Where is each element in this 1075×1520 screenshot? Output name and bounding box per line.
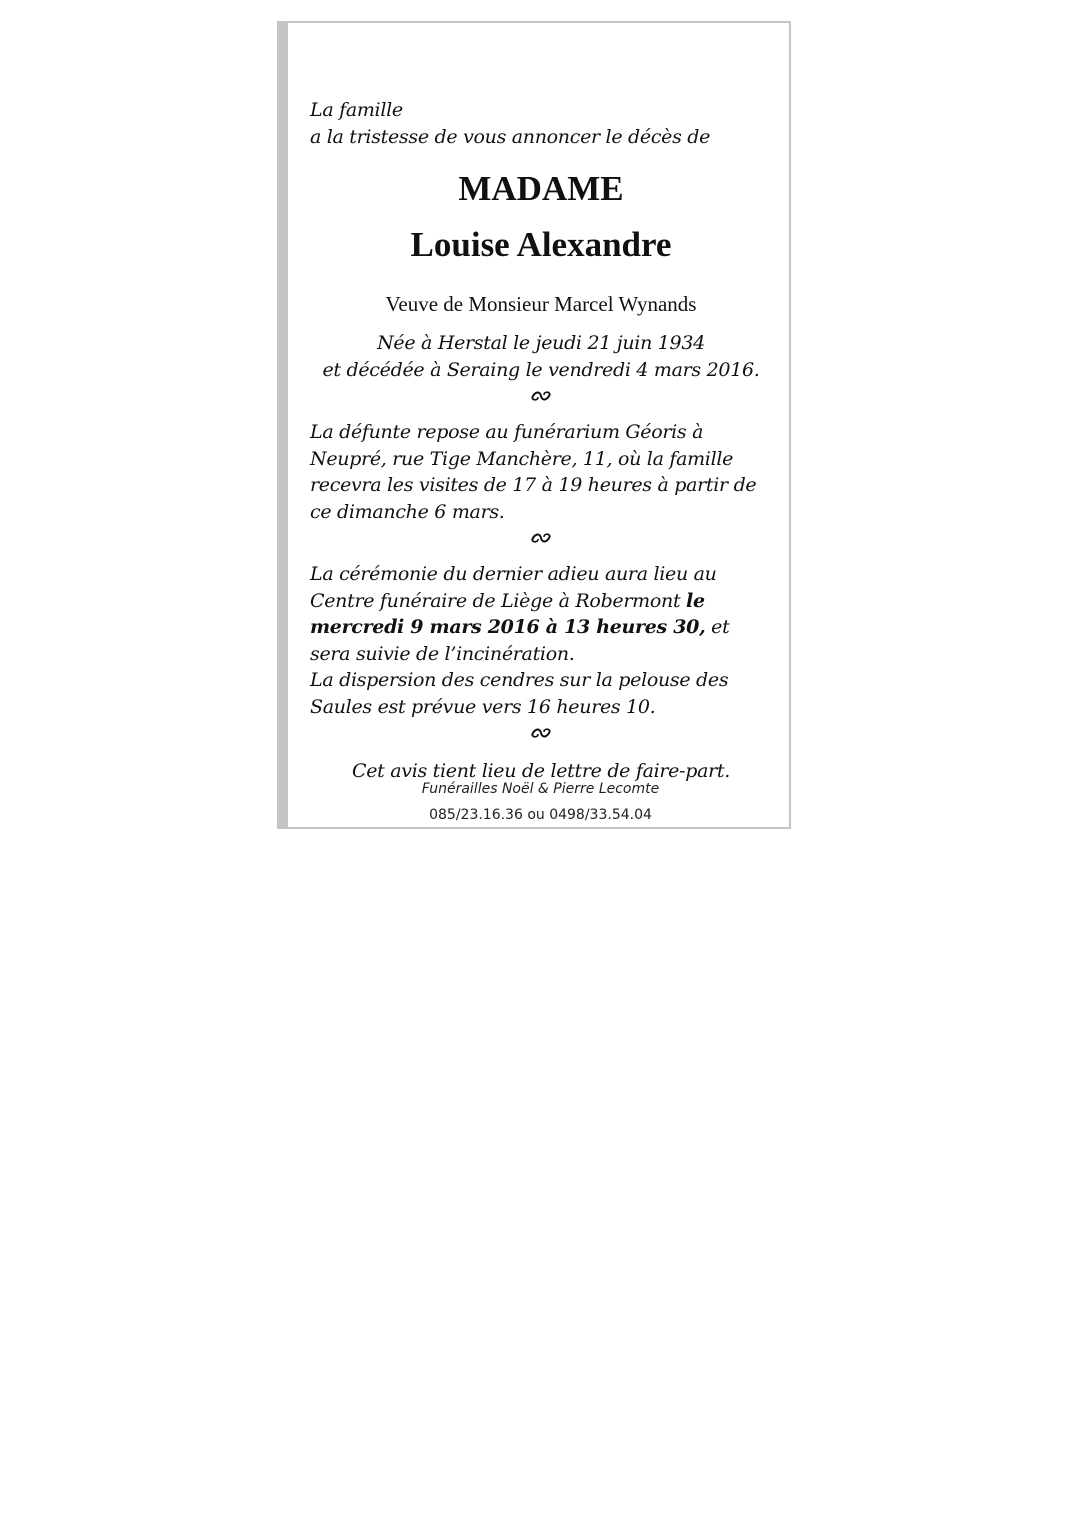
widow-of: Veuve de Monsieur Marcel Wynands bbox=[385, 292, 697, 316]
intro bbox=[310, 97, 772, 150]
deceased-name: Louise Alexandre bbox=[410, 225, 672, 264]
undertaker-phone: 085/23.16.36 ou 0498/33.54.04 bbox=[429, 807, 652, 823]
dispersion-text: La dispersion des cendres sur la pelouse des Saules est prévue vers 16 heures 10. bbox=[310, 669, 729, 718]
card-side-bar bbox=[279, 23, 288, 827]
visitation-text: La défunte repose au funérarium Géoris à Neupré, rue Tige Manchère, 11, où la famille recevra les visites de 17 à 19 heures à partir de ce dimanche 6 mars. bbox=[310, 421, 757, 523]
life-dates bbox=[310, 330, 772, 383]
ornament-icon bbox=[310, 525, 772, 551]
obituary-card bbox=[277, 21, 791, 829]
visitation-block bbox=[310, 419, 772, 525]
ceremony-datetime: le mercredi 9 mars 2016 à 13 heures 30, bbox=[310, 589, 706, 638]
birth-line: Née à Herstal le jeudi 21 juin 1934 bbox=[377, 332, 705, 354]
ornament-icon bbox=[310, 383, 772, 409]
intro-line-announce: a la tristesse de vous annoncer le décès de bbox=[310, 125, 711, 148]
ceremony-block bbox=[310, 561, 772, 720]
ceremony-prefix: La cérémonie du dernier adieu aura lieu au Centre funéraire de Liège à Robermont bbox=[310, 563, 717, 612]
intro-line-family: La famille bbox=[310, 99, 403, 121]
notice-content bbox=[310, 97, 772, 804]
ornament-icon bbox=[310, 720, 772, 746]
closing-line: Cet avis tient lieu de lettre de faire-part. bbox=[351, 760, 730, 782]
undertaker-name: Funérailles Noël & Pierre Lecomte bbox=[421, 781, 660, 797]
death-line: et décédée à Seraing le vendredi 4 mars 2016. bbox=[322, 358, 760, 381]
honorific-title: MADAME bbox=[458, 169, 624, 208]
ceremony-suffix: et sera suivie de l’incinération. bbox=[310, 616, 730, 665]
ceremony-text bbox=[310, 561, 772, 667]
